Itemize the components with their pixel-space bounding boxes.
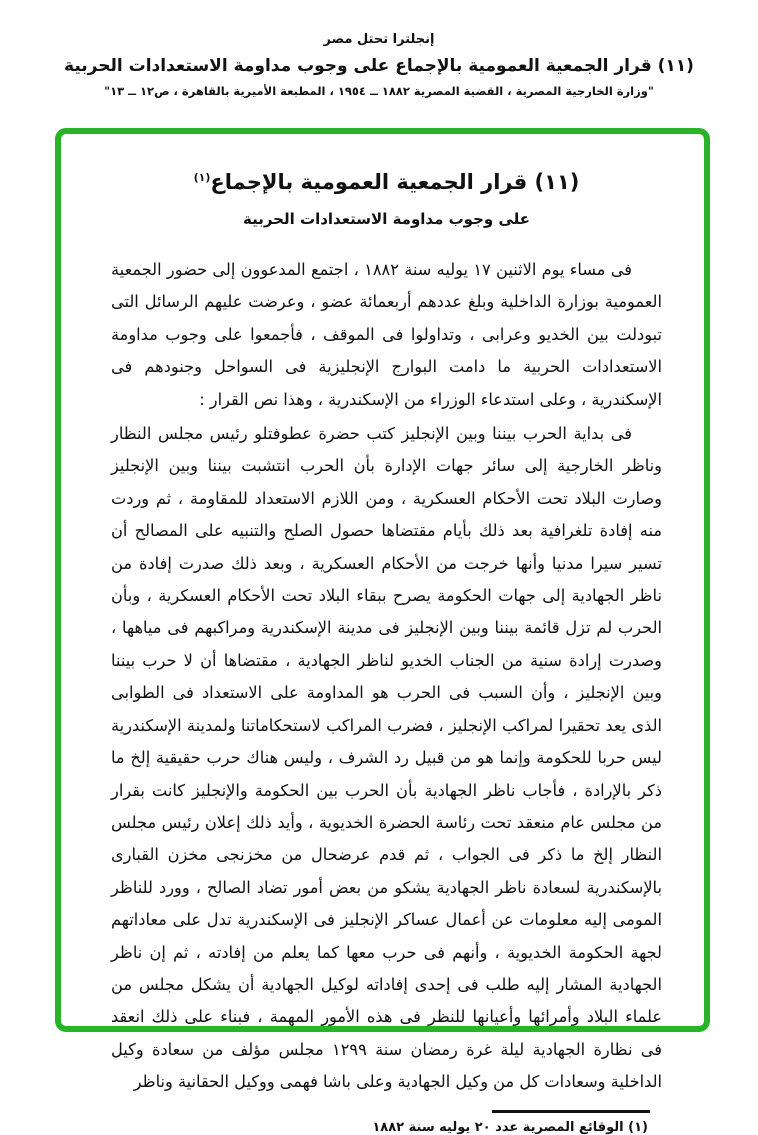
footnote-text: (١) الوقائع المصرية عدد ٢٠ يوليه سنة ١٨٨٢ xyxy=(372,1119,648,1135)
document-content xyxy=(61,134,704,1135)
decree-subtitle: على وجوب مداومة الاستعدادات الحربية xyxy=(243,210,530,228)
series-heading: إنجلترا تحتل مصر xyxy=(323,32,435,47)
decree-title-text: (١١) قرار الجمعية العمومية بالإجماع xyxy=(210,170,580,194)
footnote-reference-marker: (١) xyxy=(193,171,211,184)
document-frame xyxy=(55,128,710,1135)
document-heading: (١١) قرار الجمعية العمومية بالإجماع على وجوب مداومة الاستعدادات الحربية xyxy=(64,56,694,76)
paragraph-decree-text: فى بداية الحرب بيننا وبين الإنجليز كتب حضرة عطوفتلو رئيس مجلس النظار وناظر الخارجية إلى سائر جهات الإدارة بأن الحرب انتشبت بيننا وبين الإنجليز وصارت البلاد تحت الأحكام العسكرية ، ومن اللازم الاستعداد للمقاومة ، ثم وردت منه إفادة تلغرافية بعد ذلك بأيام مقتضاها حصول الصلح والتنبيه على المصالح أن تسير سيرا مدنيا وأنها خرجت من الأحكام العسكرية ، وبعد ذلك صدرت إفادة من ناظر الجهادية إلى جهات الحكومة يصرح ببقاء البلاد تحت الأحكام العسكرية ، وبأن الحرب لم تزل قائمة بيننا وبين الإنجليز فى مدينة الإسكندرية ومراكبهم فى مياهها ، وصدرت إرادة سنية من الجناب الخديو لناظر الجهادية ، مقتضاها أن لا حرب بيننا وبين الإنجليز ، وأن السبب فى الحرب هو المداومة على الاستعداد فى الطوابى الذى يعد تحقيرا لمراكب الإنجليز ، فضرب المراكب لاستحكاماتنا ولمدينة الإسكندرية ليس حربا للحكومة وإنما هو من قبيل رد الشرف ، وليس هناك حرب حقيقية إلخ ما ذكر بالإرادة ، فأجاب ناظر الجهادية بأن الحرب بين الحكومة والإنجليز كانت بقرار من مجلس عام منعقد تحت رئاسة الحضرة الخديوية ، وأيد ذلك إعلان رئيس مجلس النظار إلخ ما ذكر فى الجواب ، ثم قدم عرضحال من مخزنجى مخزن القبارى بالإسكندرية لسعادة ناظر الجهادية يشكو من بعض أمور تضاد الصالح ، وورد للناظر المومى إليه معلومات عن أعمال عساكر الإنجليز فى الإسكندرية تدل على معاداتهم لجهة الحكومة الخديوية ، وأنهم فى حرب معها كما يعلم من إفادته ، ثم إن ناظر الجهادية المشار إليه طلب فى إحدى إفاداته لوكيل الجهادية أن يشكل مجلس من علماء البلاد وأمرائها وأعيانها للنظر فى هذه الأمور المهمة ، فبناء على ذلك انعقد فى نظارة الجهادية ليلة غرة رمضان سنة ١٢٩٩ مجلس مؤلف من سعادة وكيل الداخلية وسعادات كل من وكيل الجهادية وعلى باشا فهمى ووكيل الحقانية وناظر xyxy=(111,424,662,1092)
footnote-divider xyxy=(492,1110,650,1113)
decree-title xyxy=(111,170,662,194)
page-header xyxy=(0,32,758,98)
paragraph-preamble: فى مساء يوم الاثنين ١٧ يوليه سنة ١٨٨٢ ، اجتمع المدعوون إلى حضور الجمعية العمومية بوزارة الداخلية وبلغ عددهم أربعمائة عضو ، وعرضت عليهم الرسائل التى تبودلت بين الخديو وعرابى ، وتداولوا فى الموقف ، فأجمعوا على وجوب مداومة الاستعدادات الحربية ما دامت البوارج الإنجليزية فى السواحل وجنودهم فى الإسكندرية ، وعلى استدعاء الوزراء من الإسكندرية ، وهذا نص القرار : xyxy=(111,260,662,409)
decree-body xyxy=(111,254,662,1099)
source-citation: "وزارة الخارجية المصرية ، القضية المصرية ١٨٨٢ ــ ١٩٥٤ ، المطبعة الأميرية بالقاهرة ، ص١٢ ــ ١٣" xyxy=(104,84,654,98)
